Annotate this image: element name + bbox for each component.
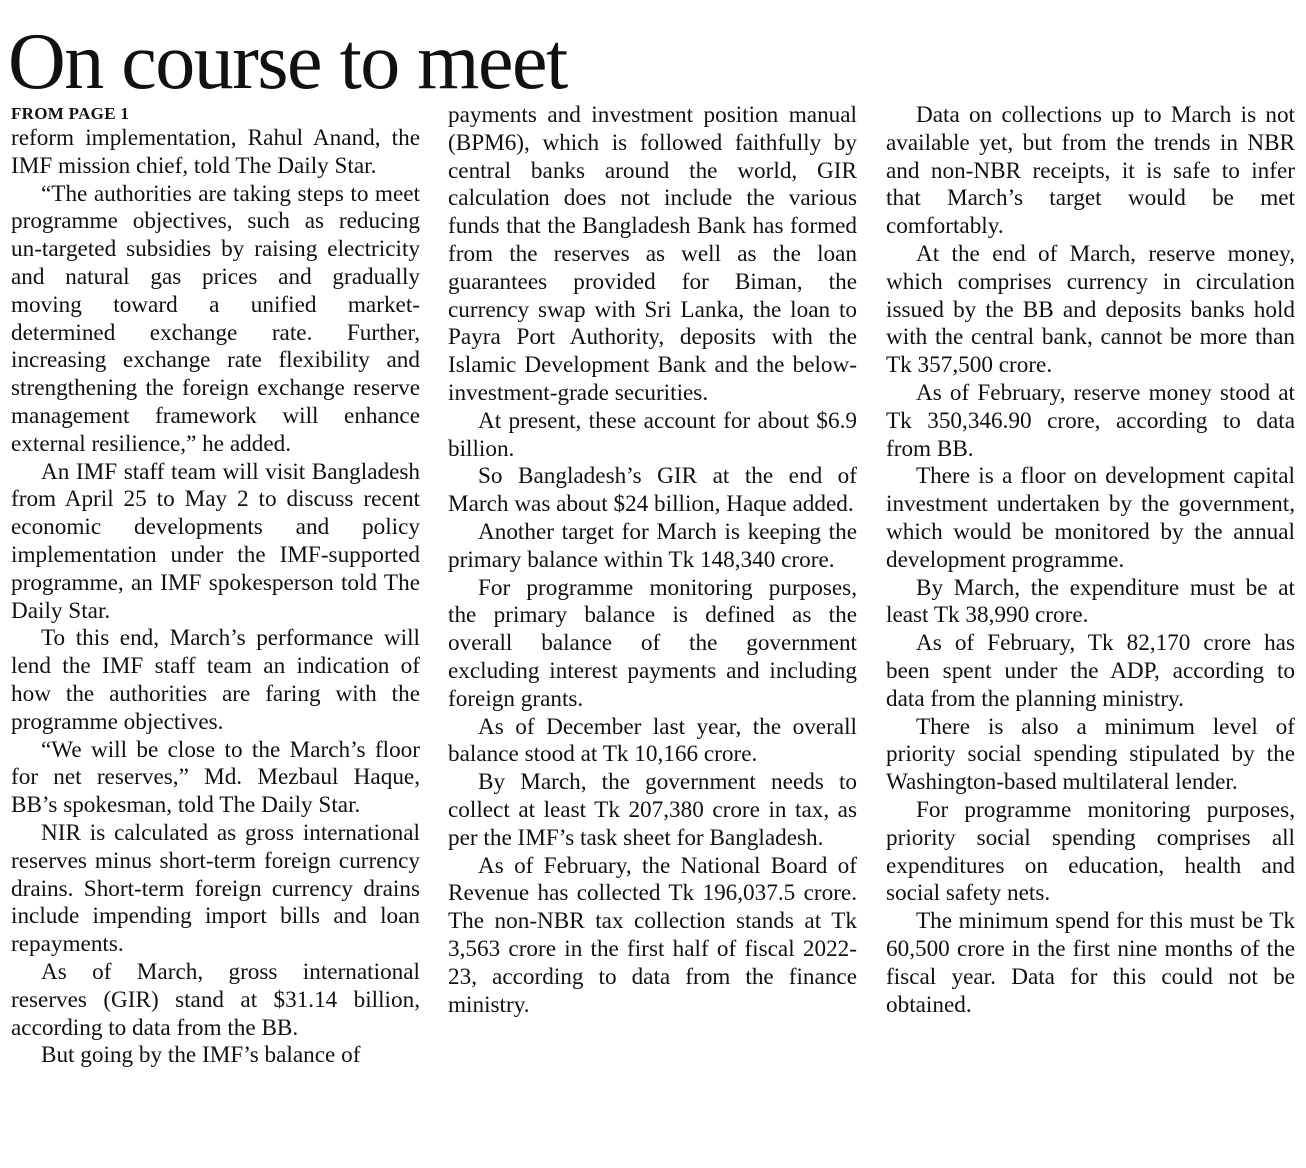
paragraph: As of February, reserve money stood at Tk 350,346.90 crore, according to data from BB. bbox=[886, 379, 1295, 462]
paragraph: As of March, gross international reserves (GIR) stand at $31.14 billion, according to data from the BB. bbox=[11, 958, 420, 1041]
column-2 bbox=[448, 102, 857, 1019]
paragraph: For programme monitoring purposes, priority social spending comprises all expenditures on education, health and social safety nets. bbox=[886, 796, 1295, 907]
paragraph: As of February, Tk 82,170 crore has been spent under the ADP, according to data from the planning ministry. bbox=[886, 630, 1295, 712]
paragraph: As of December last year, the overall balance stood at Tk 10,166 crore. bbox=[448, 713, 857, 768]
paragraph: At present, these account for about $6.9 billion. bbox=[448, 407, 857, 462]
paragraph: So Bangladesh’s GIR at the end of March was about $24 billion, Haque added. bbox=[448, 463, 857, 518]
paragraph: Data on collections up to March is not available yet, but from the trends in NBR and non-NBR receipts, it is safe to infer that March’s target would be met comfortably. bbox=[886, 102, 1295, 240]
paragraph: reform implementation, Rahul Anand, the IMF mission chief, told The Daily Star. bbox=[11, 125, 420, 179]
paragraph: An IMF staff team will visit Bangladesh from April 25 to May 2 to discuss recent economic developments and policy implementation under the IMF-supported programme, an IMF spokesperson told The Daily Star. bbox=[11, 458, 420, 624]
paragraph: By March, the expenditure must be at least Tk 38,990 crore. bbox=[886, 574, 1295, 629]
paragraph: NIR is calculated as gross international reserves minus short-term foreign currency drains. Short-term foreign currency drains include impending import bills and loan repayments. bbox=[11, 819, 420, 958]
paragraph: “The authorities are taking steps to meet programme objectives, such as reducing un-targeted subsidies by raising electricity and natural gas prices and gradually moving toward a unified market-determined exchange rate. Further, increasing exchange rate flexibility and strengthening the foreign exchange reserve management framework will enhance external resilience,” he added. bbox=[11, 180, 420, 457]
paragraph: At the end of March, reserve money, which comprises currency in circulation issued by the BB and deposits banks hold with the central bank, cannot be more than Tk 357,500 crore. bbox=[886, 240, 1295, 379]
paragraph: For programme monitoring purposes, the primary balance is defined as the overall balance of the government excluding interest payments and including foreign grants. bbox=[448, 574, 857, 712]
paragraph: To this end, March’s performance will lend the IMF staff team an indication of how the authorities are faring with the programme objectives. bbox=[11, 625, 420, 735]
paragraph: By March, the government needs to collect at least Tk 207,380 crore in tax, as per the IMF’s task sheet for Bangladesh. bbox=[448, 769, 857, 851]
paragraph: The minimum spend for this must be Tk 60,500 crore in the first nine months of the fiscal year. Data for this could not be obtained. bbox=[886, 908, 1295, 1018]
paragraph: payments and investment position manual (BPM6), which is followed faithfully by central banks around the world, GIR calculation does not include the various funds that the Bangladesh Bank has formed from the reserves as well as the loan guarantees provided for Biman, the currency swap with Sri Lanka, the loan to Payra Port Authority, deposits with the Islamic Development Bank and the below-investment-grade securities. bbox=[448, 102, 857, 406]
column-3 bbox=[886, 102, 1295, 1019]
paragraph: As of February, the National Board of Revenue has collected Tk 196,037.5 crore. The non-NBR tax collection stands at Tk 3,563 crore in the first half of fiscal 2022-23, according to data from the finance ministry. bbox=[448, 852, 857, 1018]
paragraph: “We will be close to the March’s floor for net reserves,” Md. Mezbaul Haque, BB’s spokesman, told The Daily Star. bbox=[11, 736, 420, 819]
paragraph: There is also a minimum level of priority social spending stipulated by the Washington-based multilateral lender. bbox=[886, 713, 1295, 796]
paragraph: There is a floor on development capital investment undertaken by the government, which would be monitored by the annual development programme. bbox=[886, 463, 1295, 573]
paragraph: But going by the IMF’s balance of bbox=[41, 1042, 361, 1069]
headline: On course to meet bbox=[8, 18, 567, 106]
column-1 bbox=[11, 125, 420, 1070]
paragraph: Another target for March is keeping the primary balance within Tk 148,340 crore. bbox=[448, 518, 857, 573]
continuation-kicker: FROM PAGE 1 bbox=[11, 104, 130, 123]
